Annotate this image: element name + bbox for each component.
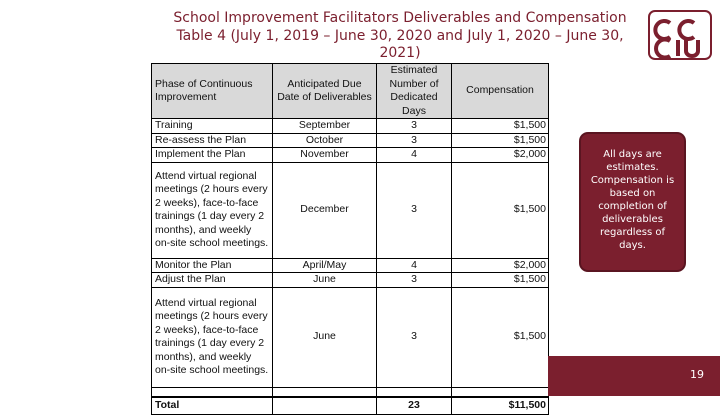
total-label: Total	[152, 397, 273, 415]
comp-cell: $2,000	[452, 148, 549, 163]
total-compensation: $11,500	[452, 397, 549, 415]
cciu-logo	[648, 10, 712, 60]
comp-cell: $1,500	[452, 273, 549, 288]
days-cell: 4	[377, 258, 452, 273]
phase-cell: Attend virtual regional meetings (2 hours every 2 weeks), face-to-face trainings (1 day every 2 months), and weekly on-site school meetings.	[152, 287, 273, 387]
comp-cell: $2,000	[452, 258, 549, 273]
phase-cell: Attend virtual regional meetings (2 hours every 2 weeks), face-to-face trainings (1 day every 2 months), and weekly on-site school meetings.	[152, 162, 273, 258]
phase-cell: Training	[152, 119, 273, 134]
table-row	[152, 273, 549, 288]
table-row	[152, 287, 549, 387]
comp-cell: $1,500	[452, 133, 549, 148]
due-cell: December	[273, 162, 377, 258]
phase-cell: Adjust the Plan	[152, 273, 273, 288]
header-due-date: Anticipated Due Date of Deliverables	[273, 64, 377, 119]
page-number: 19	[690, 368, 704, 381]
spacer-row	[152, 387, 549, 397]
table-row	[152, 258, 549, 273]
comp-cell: $1,500	[452, 162, 549, 258]
due-cell: September	[273, 119, 377, 134]
total-empty-cell	[273, 397, 377, 415]
days-cell: 3	[377, 162, 452, 258]
days-cell: 3	[377, 133, 452, 148]
header-days: Estimated Number of Dedicated Days	[377, 64, 452, 119]
estimate-note-callout: All days are estimates. Compensation is based on completion of deliverables regardless of days.	[580, 133, 685, 271]
title-line-1: School Improvement Facilitators Deliverables and Compensation	[173, 10, 627, 26]
table-row	[152, 119, 549, 134]
phase-cell: Monitor the Plan	[152, 258, 273, 273]
phase-cell: Re-assess the Plan	[152, 133, 273, 148]
table-row	[152, 148, 549, 163]
due-cell: June	[273, 287, 377, 387]
header-compensation: Compensation	[452, 64, 549, 119]
days-cell: 3	[377, 273, 452, 288]
phase-cell: Implement the Plan	[152, 148, 273, 163]
days-cell: 4	[377, 148, 452, 163]
table-header-row	[152, 64, 549, 119]
total-days: 23	[377, 397, 452, 415]
deliverables-table	[151, 63, 549, 415]
total-row	[152, 397, 549, 415]
table-row	[152, 133, 549, 148]
comp-cell: $1,500	[452, 119, 549, 134]
days-cell: 3	[377, 119, 452, 134]
due-cell: October	[273, 133, 377, 148]
table-row	[152, 162, 549, 258]
days-cell: 3	[377, 287, 452, 387]
header-phase: Phase of Continuous Improvement	[152, 64, 273, 119]
comp-cell: $1,500	[452, 287, 549, 387]
title-line-3: 2021)	[379, 45, 421, 61]
due-cell: April/May	[273, 258, 377, 273]
slide-title	[150, 10, 650, 63]
title-line-2: Table 4 (July 1, 2019 – June 30, 2020 and July 1, 2020 – June 30,	[176, 27, 624, 44]
due-cell: June	[273, 273, 377, 288]
due-cell: November	[273, 148, 377, 163]
